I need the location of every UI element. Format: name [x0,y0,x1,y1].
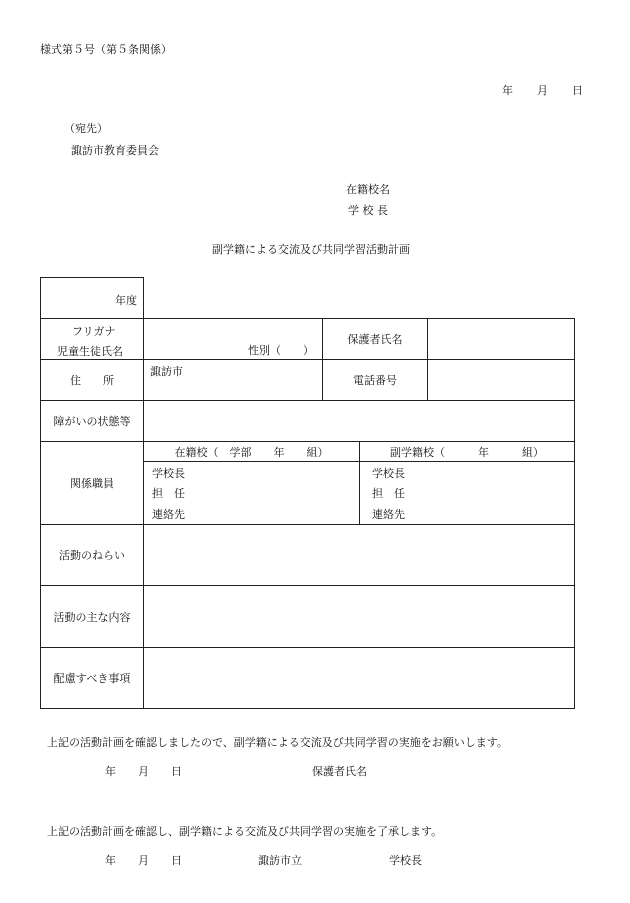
guardian-name-label-cell [322,318,428,360]
sub-school-header: 副学籍校（ 年 組） [390,445,544,459]
aim-label: 活動のねらい [59,549,125,562]
year-label: 年度 [115,294,137,307]
school-acceptance-text: 上記の活動計画を確認し、副学籍による交流及び共同学習の実施を了承します。 [47,825,443,838]
sub-school-staff-field[interactable] [359,461,575,525]
guardian-name-label: 保護者氏名 [347,333,403,346]
consideration-label-cell [40,647,144,709]
enrolled-school-header: 在籍校（ 学部 年 組） [174,445,329,459]
aim-field[interactable] [143,524,575,586]
sub-school-header-cell [359,441,575,462]
furigana-label: フリガナ [72,325,116,338]
date-month: 月 [537,84,548,97]
address-value: 諏訪市 [150,365,183,378]
school-principal-label: 学校長 [389,854,422,867]
city-school-label: 諏訪市立 [258,854,302,867]
staff-label: 関係職員 [70,477,114,490]
document-title: 副学籍による交流及び共同学習活動計画 [212,243,410,256]
phone-label: 電話番号 [353,374,397,387]
student-name-label: 児童生徒氏名 [57,345,123,358]
date-year: 年 [502,84,513,97]
guardian-confirmation-text: 上記の活動計画を確認しましたので、副学籍による交流及び共同学習の実施をお願いします。 [47,736,508,749]
addressee-prefix: （宛先） [64,122,108,135]
sub-contact-label: 連絡先 [372,508,405,521]
activity-plan-table [40,277,575,709]
sub-homeroom-label: 担 任 [372,487,405,500]
year-cell [40,277,144,319]
student-name-label-cell [40,318,144,360]
sub-principal-label: 学校長 [372,467,405,480]
consideration-label: 配慮すべき事項 [53,672,131,685]
date-day: 日 [572,84,583,97]
phone-label-cell [322,359,428,401]
enrolled-contact-label: 連絡先 [152,508,185,521]
school-acceptance-date: 年 月 日 [105,854,182,867]
enrolled-homeroom-label: 担 任 [152,487,185,500]
address-label-cell [40,359,144,401]
content-label-cell [40,585,144,648]
sender-school-name: 在籍校名 [346,183,390,196]
consideration-field[interactable] [143,647,575,709]
student-name-field[interactable] [143,318,323,360]
address-field[interactable] [143,359,323,401]
form-number: 様式第５号（第５条関係） [40,43,172,56]
gender-label: 性別（ ） [248,344,314,357]
phone-field[interactable] [427,359,575,401]
addressee-name: 諏訪市教育委員会 [71,144,159,157]
enrolled-school-header-cell [143,441,360,462]
sender-principal: 学 校 長 [348,204,388,217]
content-field[interactable] [143,585,575,648]
enrolled-principal-label: 学校長 [152,467,185,480]
disability-label-cell [40,400,144,442]
guardian-name-field[interactable] [427,318,575,360]
disability-label: 障がいの状態等 [53,415,131,428]
content-label: 活動の主な内容 [53,610,131,624]
address-label: 住 所 [70,374,114,387]
aim-label-cell [40,524,144,586]
guardian-signature-label: 保護者氏名 [312,765,367,778]
disability-field[interactable] [143,400,575,442]
guardian-confirmation-date: 年 月 日 [105,765,182,778]
staff-label-cell [40,441,144,525]
enrolled-school-staff-field[interactable] [143,461,360,525]
